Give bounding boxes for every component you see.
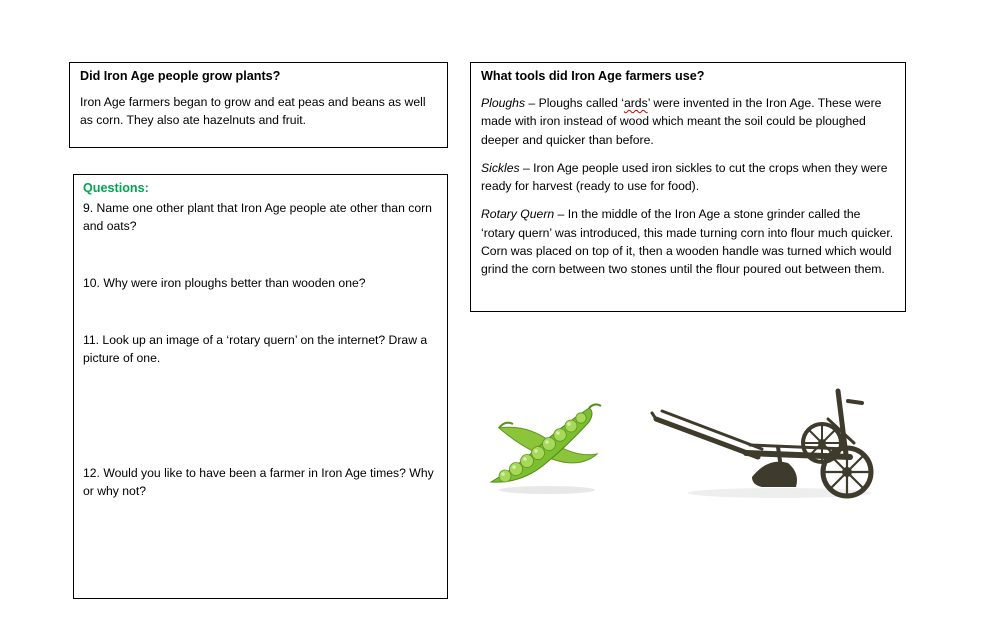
question-11: 11. Look up an image of a ‘rotary quern’ on the internet? Draw a picture of one. [83, 333, 428, 366]
plough-share [752, 462, 797, 487]
quern-term: Rotary Quern [481, 207, 555, 222]
quern-text: – In the middle of the Iron Age a stone grinder called the ‘rotary quern’ was introduced, this made turning corn into flour much quicker. Corn was placed on top of it, then a wooden handle was turned which would grind the corn between two stones until the flour poured out between them. [481, 207, 894, 277]
sickles-term: Sickles [481, 160, 520, 175]
plough-small-wheel [803, 424, 841, 462]
pea-shadow [499, 486, 595, 494]
spellcheck-flagged-word: ards [623, 96, 648, 110]
tools-info-box [470, 62, 906, 312]
questions-heading: Questions: [83, 181, 149, 195]
plough-large-wheel [823, 448, 871, 496]
plough-frame [652, 391, 862, 475]
question-10: 10. Why were iron ploughs better than wooden one? [83, 276, 366, 290]
question-9: 9. Name one other plant that Iron Age people ate other than corn and oats? [83, 201, 432, 234]
tools-heading: What tools did Iron Age farmers use? [481, 69, 705, 83]
ploughs-paragraph [481, 94, 895, 149]
ploughs-term: Ploughs [481, 96, 526, 110]
iron-plough-icon [650, 383, 880, 501]
sickles-text: – Iron Age people used iron sickles to cut the crops when they were ready for harvest (ready to use for food). [481, 160, 888, 194]
sickles-paragraph [481, 159, 895, 196]
questions-box [73, 174, 448, 599]
plants-body: Iron Age farmers began to grow and eat peas and beans as well as corn. They also ate hazelnuts and fruit. [80, 95, 426, 128]
plants-info-box [69, 62, 448, 148]
pea-stem-front [589, 404, 601, 408]
question-12: 12. Would you like to have been a farmer in Iron Age times? Why or why not? [83, 466, 434, 499]
plants-heading: Did Iron Age people grow plants? [80, 69, 281, 83]
ploughs-text-before: – Ploughs called ‘ [525, 96, 624, 110]
pea-pod-icon [485, 398, 605, 498]
ploughs-text-after: ’ were invented in the Iron Age. These were made with iron instead of wood which meant the soil could be ploughed deeper and quicker than before. [481, 96, 882, 147]
quern-paragraph [481, 205, 895, 278]
